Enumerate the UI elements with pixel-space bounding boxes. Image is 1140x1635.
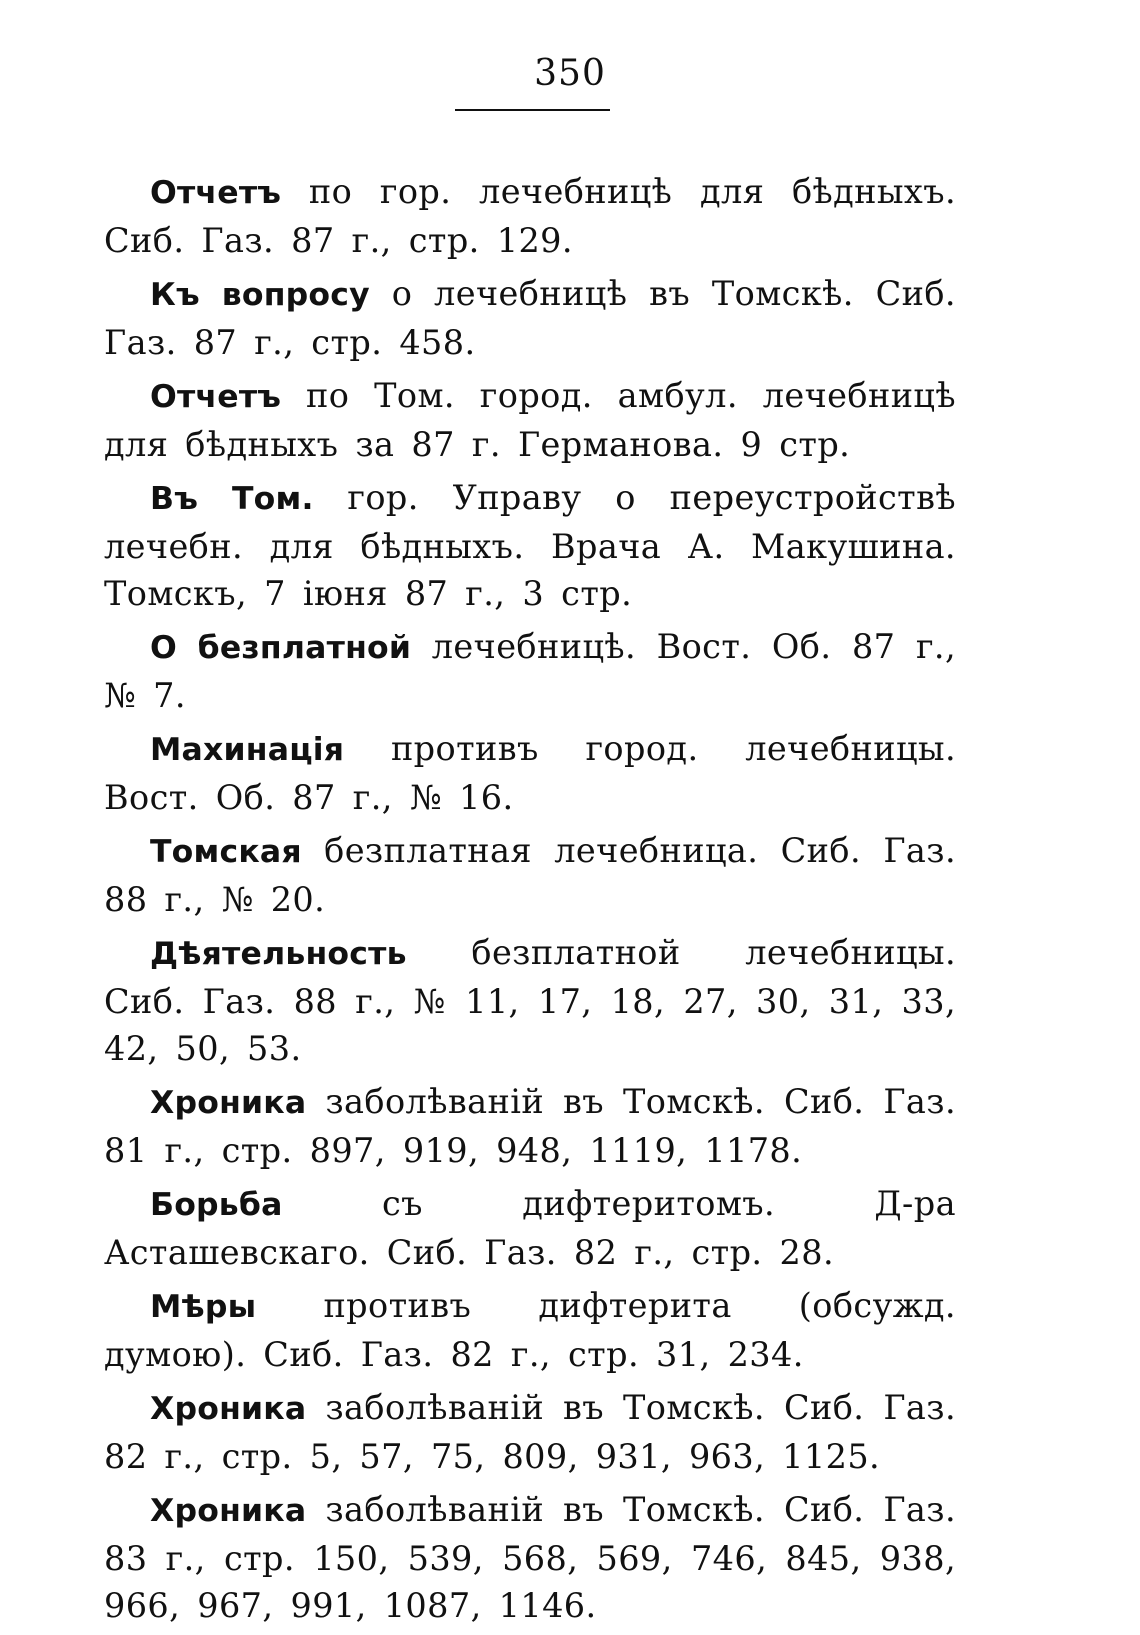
entry-lead: Дѣятельность bbox=[150, 936, 407, 972]
entry-text: противъ город. лечебницы. Вост. Об. 87 г., № 16. bbox=[104, 729, 956, 817]
page-number: 350 bbox=[534, 53, 606, 94]
bibliography-entry bbox=[104, 1486, 956, 1629]
entry-text: по Том. город. амбул. лечебницѣ для бѣдныхъ за 87 г. Германова. 9 стр. bbox=[104, 376, 956, 464]
entry-lead: Къ вопросу bbox=[150, 277, 370, 313]
entry-text: о лечебницѣ въ Томскѣ. Сиб. Газ. 87 г., стр. 458. bbox=[104, 274, 956, 362]
entry-text: лечебницѣ. Вост. Об. 87 г., № 7. bbox=[104, 627, 956, 715]
bibliography-entry bbox=[104, 270, 956, 366]
entry-lead: Борьба bbox=[150, 1187, 283, 1223]
entry-lead: О безплатной bbox=[150, 630, 412, 666]
entry-lead: Хроника bbox=[150, 1391, 307, 1427]
entry-text: безплатная лечебница. Сиб. Газ. 88 г., № 20. bbox=[104, 831, 956, 919]
entry-text: заболѣваній въ Томскѣ. Сиб. Газ. 81 г., стр. 897, 919, 948, 1119, 1178. bbox=[104, 1082, 956, 1170]
header-rule bbox=[455, 109, 610, 111]
entry-text: гор. Управу о переустройствѣ лечебн. для бѣдныхъ. Врача А. Макушина. Томскъ, 7 іюня 87 г., 3 стр. bbox=[104, 478, 956, 613]
entry-lead: Отчетъ bbox=[150, 175, 282, 211]
bibliography-list bbox=[104, 168, 956, 1635]
bibliography-entry bbox=[104, 623, 956, 719]
entry-lead: Мѣры bbox=[150, 1289, 257, 1325]
entry-text: безплатной лечебницы. Сиб. Газ. 88 г., № 11, 17, 18, 27, 30, 31, 33, 42, 50, 53. bbox=[104, 933, 956, 1068]
bibliography-entry bbox=[104, 372, 956, 468]
bibliography-entry bbox=[104, 1180, 956, 1276]
entry-lead: Въ Том. bbox=[150, 481, 314, 517]
entry-text: съ дифтеритомъ. Д-ра Асташевскаго. Сиб. Газ. 82 г., стр. 28. bbox=[104, 1184, 956, 1272]
bibliography-entry bbox=[104, 929, 956, 1072]
entry-lead: Хроника bbox=[150, 1085, 307, 1121]
entry-lead: Томская bbox=[150, 834, 302, 870]
entry-text: заболѣваній въ Томскѣ. Сиб. Газ. 82 г., стр. 5, 57, 75, 809, 931, 963, 1125. bbox=[104, 1388, 956, 1476]
entry-text: по гор. лечебницѣ для бѣдныхъ. Сиб. Газ. 87 г., стр. 129. bbox=[104, 172, 956, 260]
bibliography-entry bbox=[104, 1078, 956, 1174]
bibliography-entry bbox=[104, 1282, 956, 1378]
bibliography-entry bbox=[104, 1384, 956, 1480]
bibliography-entry bbox=[104, 474, 956, 617]
entry-lead: Махинація bbox=[150, 732, 345, 768]
entry-text: заболѣваній въ Томскѣ. Сиб. Газ. 83 г., стр. 150, 539, 568, 569, 746, 845, 938, 966, 967, 991, 1087, 1146. bbox=[104, 1490, 956, 1625]
bibliography-entry bbox=[104, 168, 956, 264]
bibliography-entry bbox=[104, 827, 956, 923]
bibliography-entry bbox=[104, 725, 956, 821]
entry-text: противъ дифтерита (обсужд. думою). Сиб. Газ. 82 г., стр. 31, 234. bbox=[104, 1286, 956, 1374]
entry-lead: Хроника bbox=[150, 1493, 307, 1529]
entry-lead: Отчетъ bbox=[150, 379, 282, 415]
